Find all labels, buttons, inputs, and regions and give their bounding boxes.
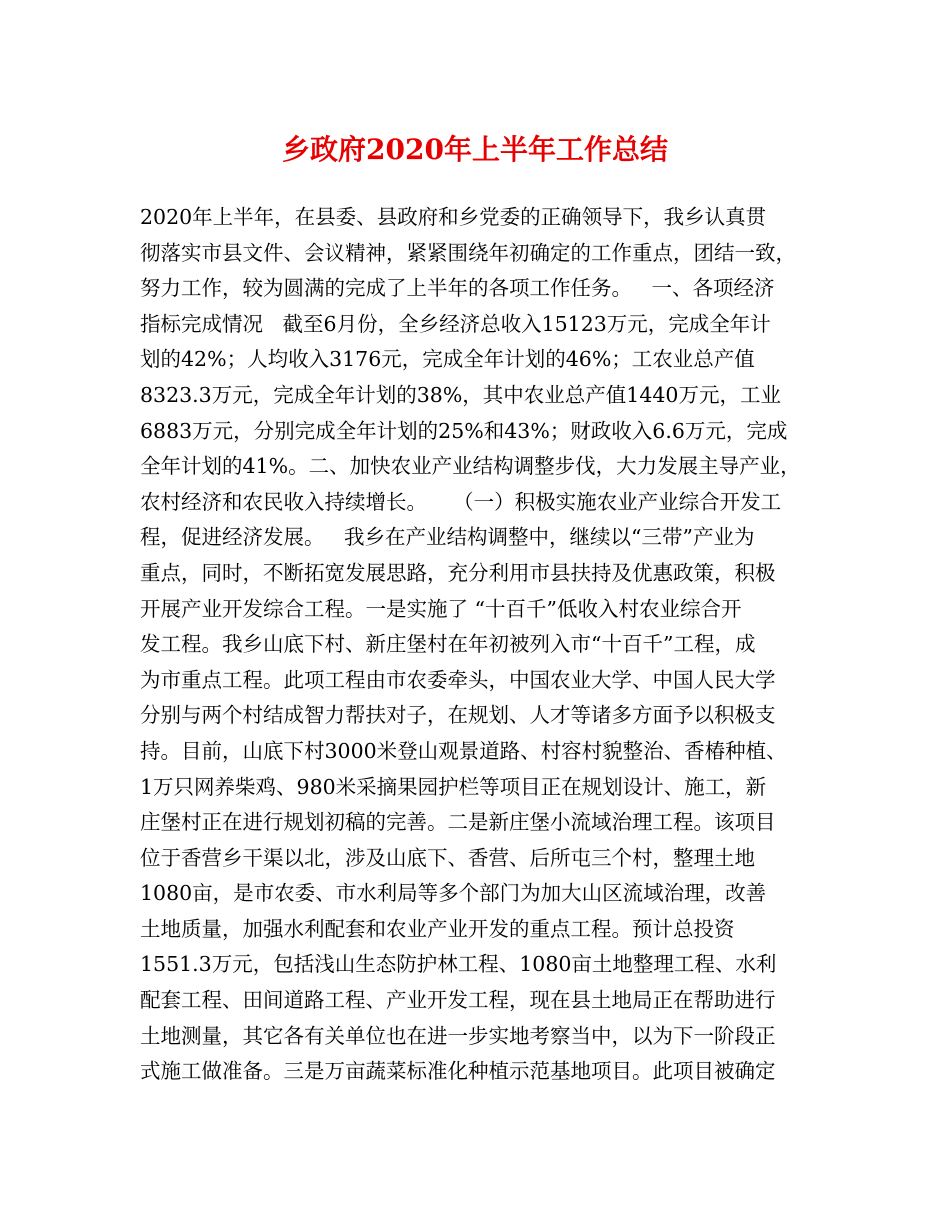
paragraph-line: 努力工作，较为圆满的完成了上半年的各项工作任务。 一、各项经济 bbox=[140, 276, 775, 301]
paragraph-line: 式施工做准备。三是万亩蔬菜标准化种植示范基地项目。此项目被确定 bbox=[140, 1059, 776, 1084]
paragraph-line: 1551.3万元，包括浅山生态防护林工程、1080亩土地整理工程、水利 bbox=[140, 952, 777, 977]
paragraph-line: 1080亩，是市农委、市水利局等多个部门为加大山区流域治理，改善 bbox=[140, 881, 767, 906]
paragraph-line: 位于香营乡干渠以北，涉及山底下、香营、后所屯三个村，整理土地 bbox=[140, 845, 755, 870]
document-title: 乡政府2020年上半年工作总结 bbox=[282, 133, 668, 166]
paragraph-line: 土地测量，其它各有关单位也在进一步实地考察当中，以为下一阶段正 bbox=[140, 1023, 776, 1048]
paragraph-line: 开展产业开发综合工程。一是实施了 “十百千”低收入村农业综合开 bbox=[140, 596, 742, 621]
paragraph-line: 为市重点工程。此项工程由市农委牵头，中国农业大学、中国人民大学 bbox=[140, 667, 776, 692]
paragraph-line: 分别与两个村结成智力帮扶对子，在规划、人才等诸多方面予以积极支 bbox=[140, 703, 776, 728]
paragraph-line: 全年计划的41%。二、加快农业产业结构调整步伐，大力发展主导产业， bbox=[140, 454, 801, 479]
paragraph-line: 指标完成情况 截至6月份，全乡经济总收入15123万元，完成全年计 bbox=[140, 311, 771, 336]
paragraph-line: 6883万元，分别完成全年计划的25%和43%；财政收入6.6万元，完成 bbox=[140, 418, 788, 443]
paragraph-line: 划的42%；人均收入3176元，完成全年计划的46%；工农业总产值 bbox=[140, 347, 755, 372]
paragraph-line: 发工程。我乡山底下村、新庄堡村在年初被列入市“十百千”工程，成 bbox=[140, 632, 756, 657]
paragraph-line: 庄堡村正在进行规划初稿的完善。二是新庄堡小流域治理工程。该项目 bbox=[140, 810, 776, 835]
paragraph-line: 持。目前，山底下村3000米登山观景道路、村容村貌整治、香椿种植、 bbox=[140, 738, 787, 763]
paragraph-line: 重点，同时，不断拓宽发展思路，充分利用市县扶持及优惠政策，积极 bbox=[140, 560, 776, 585]
document-body bbox=[140, 200, 820, 1090]
paragraph-line: 彻落实市县文件、会议精神，紧紧围绕年初确定的工作重点，团结一致， bbox=[140, 240, 796, 265]
paragraph-line: 农村经济和农民收入持续增长。 （一）积极实施农业产业综合开发工 bbox=[140, 489, 782, 514]
paragraph-line: 程，促进经济发展。 我乡在产业结构调整中，继续以“三带”产业为 bbox=[140, 525, 755, 550]
paragraph-line: 1万只网养柴鸡、980米采摘果园护栏等项目正在规划设计、施工，新 bbox=[140, 774, 767, 799]
paragraph-line: 配套工程、田间道路工程、产业开发工程，现在县土地局正在帮助进行 bbox=[140, 988, 776, 1013]
paragraph-line: 8323.3万元，完成全年计划的38%，其中农业总产值1440万元，工业 bbox=[140, 382, 781, 407]
paragraph-line: 2020年上半年，在县委、县政府和乡党委的正确领导下，我乡认真贯 bbox=[140, 205, 767, 229]
paragraph-line: 土地质量，加强水利配套和农业产业开发的重点工程。预计总投资 bbox=[140, 916, 735, 941]
